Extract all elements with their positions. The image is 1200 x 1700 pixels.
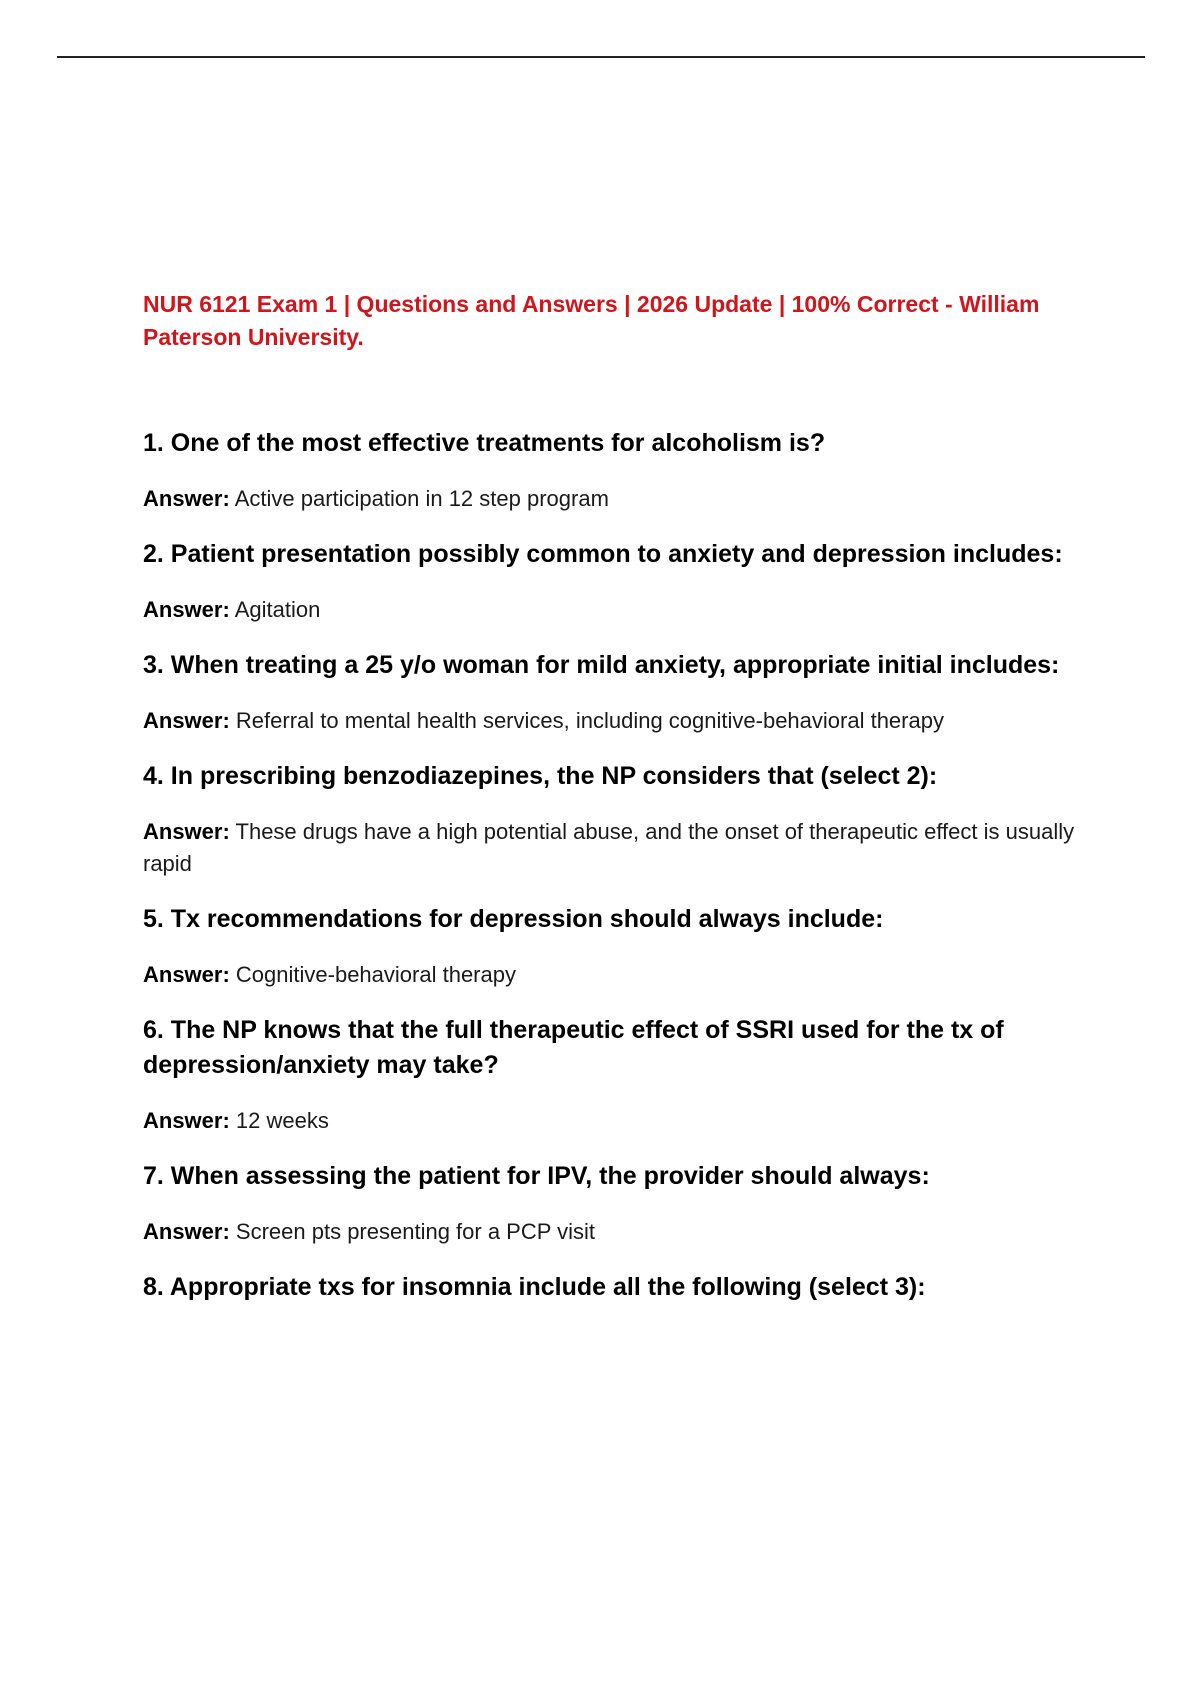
- answer-label: Answer:: [143, 1219, 230, 1244]
- answer-label: Answer:: [143, 1108, 230, 1133]
- qa-item-1: [143, 426, 1093, 515]
- answer-text: [143, 959, 1093, 991]
- qa-item-6: [143, 1013, 1093, 1137]
- answer-value: These drugs have a high potential abuse, and the onset of therapeutic effect is usually rapid: [143, 819, 1075, 876]
- qa-item-7: [143, 1159, 1093, 1248]
- question-text: 5. Tx recommendations for depression should always include:: [143, 905, 884, 933]
- answer-value: 12 weeks: [235, 1108, 329, 1133]
- question-text: 6. The NP knows that the full therapeutic effect of SSRI used for the tx of depression/anxiety may take?: [143, 1016, 1004, 1079]
- answer-text: [143, 594, 1093, 626]
- answer-label: Answer:: [143, 486, 230, 511]
- answer-value: Referral to mental health services, including cognitive-behavioral therapy: [235, 708, 944, 733]
- answer-label: Answer:: [143, 708, 230, 733]
- answer-text: [143, 1105, 1093, 1137]
- answer-value: Cognitive-behavioral therapy: [235, 962, 516, 987]
- qa-item-3: [143, 648, 1093, 737]
- answer-value: Agitation: [234, 597, 321, 622]
- qa-item-4: [143, 759, 1093, 880]
- answer-value: Active participation in 12 step program: [234, 486, 609, 511]
- answer-text: [143, 1216, 1093, 1248]
- question-text: 2. Patient presentation possibly common to anxiety and depression includes:: [143, 540, 1063, 568]
- qa-item-2: [143, 537, 1093, 626]
- question-text: 8. Appropriate txs for insomnia include all the following (select 3):: [143, 1273, 926, 1301]
- question-text: 1. One of the most effective treatments for alcoholism is?: [143, 429, 826, 457]
- document-body: [143, 288, 1093, 1327]
- answer-label: Answer:: [143, 962, 230, 987]
- answer-label: Answer:: [143, 597, 230, 622]
- qa-item-8: [143, 1270, 1093, 1305]
- answer-label: Answer:: [143, 819, 230, 844]
- header-divider: [57, 56, 1145, 58]
- qa-item-5: [143, 902, 1093, 991]
- answer-text: [143, 483, 1093, 515]
- question-text: 4. In prescribing benzodiazepines, the NP considers that (select 2):: [143, 762, 938, 790]
- question-text: 3. When treating a 25 y/o woman for mild anxiety, appropriate initial includes:: [143, 651, 1060, 679]
- answer-text: [143, 816, 1093, 880]
- document-title: NUR 6121 Exam 1 | Questions and Answers | 2026 Update | 100% Correct - William Paterson University.: [143, 291, 1040, 350]
- answer-text: [143, 705, 1093, 737]
- question-text: 7. When assessing the patient for IPV, the provider should always:: [143, 1162, 930, 1190]
- answer-value: Screen pts presenting for a PCP visit: [235, 1219, 596, 1244]
